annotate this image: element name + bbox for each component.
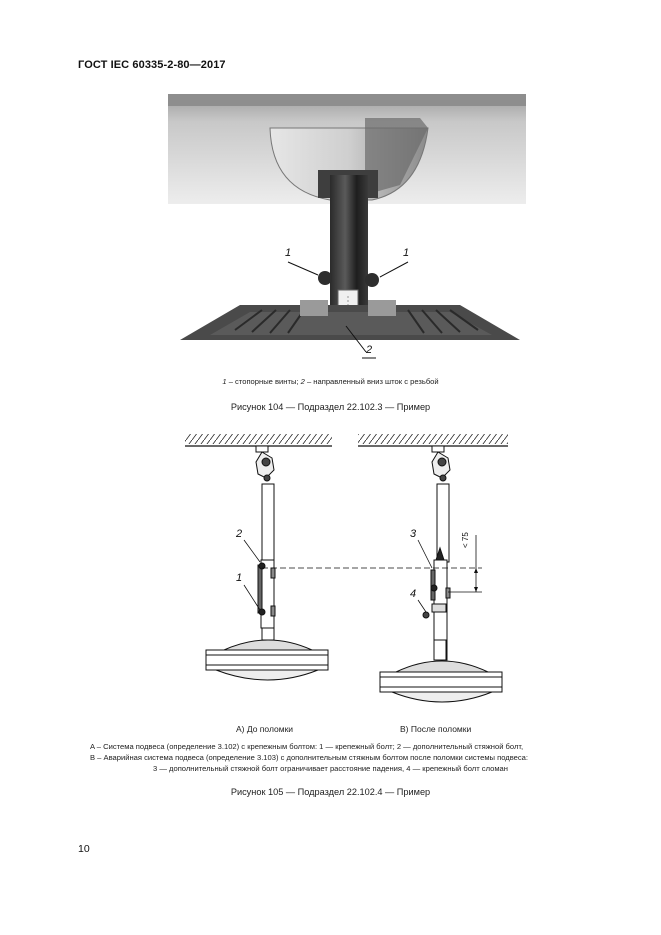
figure-105-title: Рисунок 105 — Подраздел 22.102.4 — Пример (230, 787, 431, 797)
figure-105-legend-line-3: 3 — дополнительный стяжной болт ограничивает расстояние падения, 4 — крепежный болт сломан (153, 764, 508, 773)
label-b: B) После поломки (400, 724, 472, 734)
document-header: ГОСТ IEC 60335-2-80—2017 (78, 59, 226, 71)
legend-text-1: – стопорные винты; (226, 377, 301, 386)
page-number: 10 (78, 843, 90, 855)
legend-num-1: 1 (222, 377, 227, 386)
figure-105-legend-line-1: A – Система подвеса (определение 3.102) с крепежным болтом: 1 — крепежный болт; 2 — дополнительный стяжной болт, (90, 742, 524, 751)
figure-104-title: Рисунок 104 — Подраздел 22.102.3 — Пример (230, 402, 431, 412)
dimension-label: < 75 (461, 532, 470, 548)
callout-b-4: 4 (410, 588, 417, 600)
callout-2: 2 (366, 344, 373, 356)
callout-b-3: 3 (410, 528, 417, 540)
callout-1-right: 1 (403, 247, 410, 259)
callout-a-2: 2 (236, 528, 243, 540)
figure-105-legend-line-2: B – Аварийная система подвеса (определение 3.103) с дополнительным стяжным болтом после поломки системы подвеса: (90, 753, 529, 762)
legend-text-2: – направленный вниз шток с резьбой (304, 377, 439, 386)
legend-num-2: 2 (300, 377, 305, 386)
callout-a-1: 1 (236, 572, 243, 584)
callout-1-left: 1 (285, 247, 292, 259)
label-a: A) До поломки (236, 724, 294, 734)
